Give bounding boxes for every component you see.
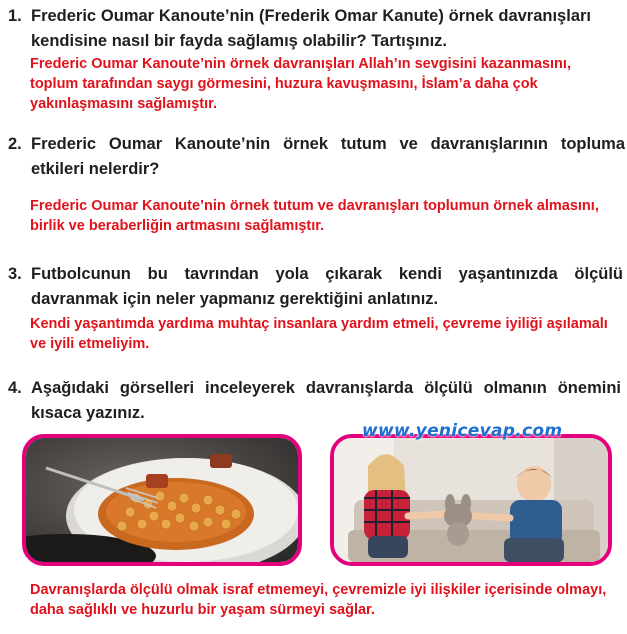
question-2-text: Frederic Oumar Kanoute’nin örnek tutum ve davranışlarının topluma etkileri nelerdir? xyxy=(31,135,625,178)
question-1-text: Frederic Oumar Kanoute’nin (Frederik Omar Kanute) örnek davranışları kendisine nasıl bir fayda sağlamış olabilir? Tartışınız. xyxy=(31,7,591,50)
food-waste-photo xyxy=(22,434,302,566)
question-3-number: 3. xyxy=(8,265,22,283)
question-1-number: 1. xyxy=(8,7,22,25)
answer-2: Frederic Oumar Kanoute’nin örnek tutum ve davranışları toplumun örnek almasını, birlik ve beraberliğin artmasını sağlamıştır. xyxy=(30,198,599,234)
site-watermark: www.yenicevap.com xyxy=(362,421,563,441)
children-illustration xyxy=(334,438,608,562)
question-4-text: Aşağıdaki görselleri inceleyerek davranışlarda ölçülü olmanın önemini kısaca yazınız. xyxy=(31,379,621,422)
answer-3: Kendi yaşantımda yardıma muhtaç insanlara yardım etmeli, çevreme iyiliği aşılamalı ve iyili etmeliyim. xyxy=(30,316,608,352)
answer-1: Frederic Oumar Kanoute’nin örnek davranışları Allah’ın sevgisini kazanmasını, toplum tarafından saygı görmesini, huzura kavuşmasını, İslam’a daha çok yakınlaşmasını sağlamıştır. xyxy=(30,56,571,112)
question-3 xyxy=(8,262,623,312)
question-4 xyxy=(8,376,621,426)
question-2 xyxy=(8,132,625,182)
children-arguing-photo xyxy=(330,434,612,566)
answer-4: Davranışlarda ölçülü olmak israf etmemeyi, çevremizle iyi ilişkiler içerisinde olmayı, daha sağlıklı ve huzurlu bir yaşam sürmeyi sağlar. xyxy=(30,582,607,618)
food-plate-illustration xyxy=(26,438,298,562)
question-3-text: Futbolcunun bu tavrından yola çıkarak kendi yaşantınızda ölçülü davranmak için neler yapmanız gerektiğini anlatınız. xyxy=(31,265,623,308)
question-4-number: 4. xyxy=(8,379,22,397)
question-2-number: 2. xyxy=(8,135,22,153)
question-1 xyxy=(8,4,616,54)
